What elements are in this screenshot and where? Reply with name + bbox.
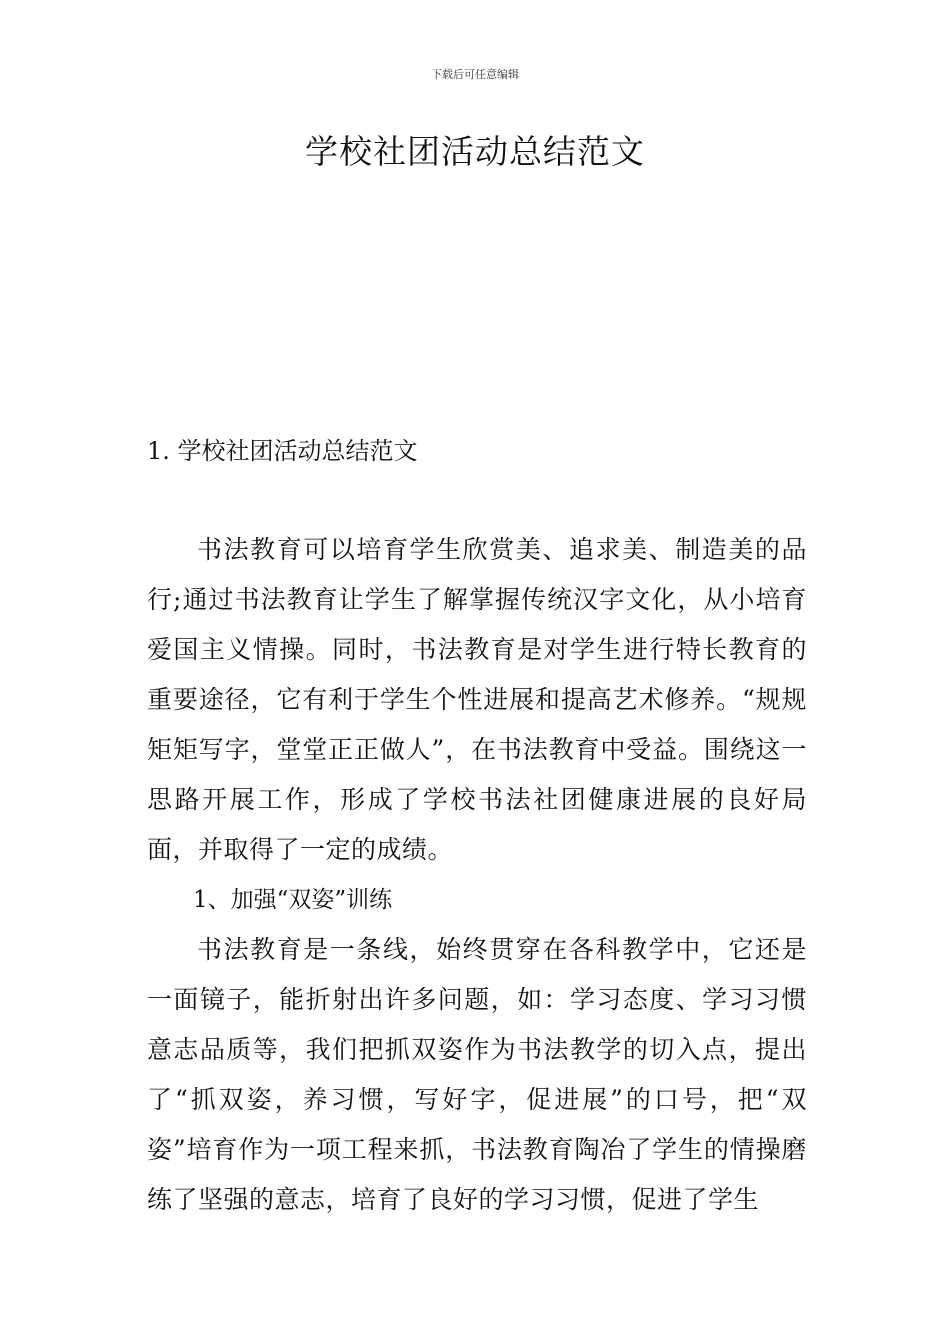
header-note: 下载后可任意编辑 <box>431 68 519 81</box>
section-heading: 1. 学校社团活动总结范文 <box>147 437 418 465</box>
subheading-double-posture: 1、加强“双姿”训练 <box>193 887 393 913</box>
document-title: 学校社团活动总结范文 <box>305 132 645 171</box>
paragraph-intro: 书法教育可以培育学生欣赏美、追求美、制造美的品行;通过书法教育让学生了解掌握传统汉字文化，从小培育爱国主义情操。同时，书法教育是对学生进行特长教育的重要途径，它有利于学生个性进展和提高艺术修养。“规规矩矩写字，堂堂正正做人”，在书法教育中受益。围绕这一思路开展工作，形成了学校书法社团健康进展的良好局面，并取得了一定的成绩。 <box>147 535 807 864</box>
paragraph-double-posture: 书法教育是一条线，始终贯穿在各科教学中，它还是一面镜子，能折射出许多问题，如：学习态度、学习习惯意志品质等，我们把抓双姿作为书法教学的切入点，提出了“抓双姿，养习惯，写好字，促进展”的口号，把“双姿”培育作为一项工程来抓，书法教育陶冶了学生的情操磨练了坚强的意志，培育了良好的学习习惯，促进了学生 <box>147 935 807 1214</box>
document-body <box>147 525 807 1225</box>
